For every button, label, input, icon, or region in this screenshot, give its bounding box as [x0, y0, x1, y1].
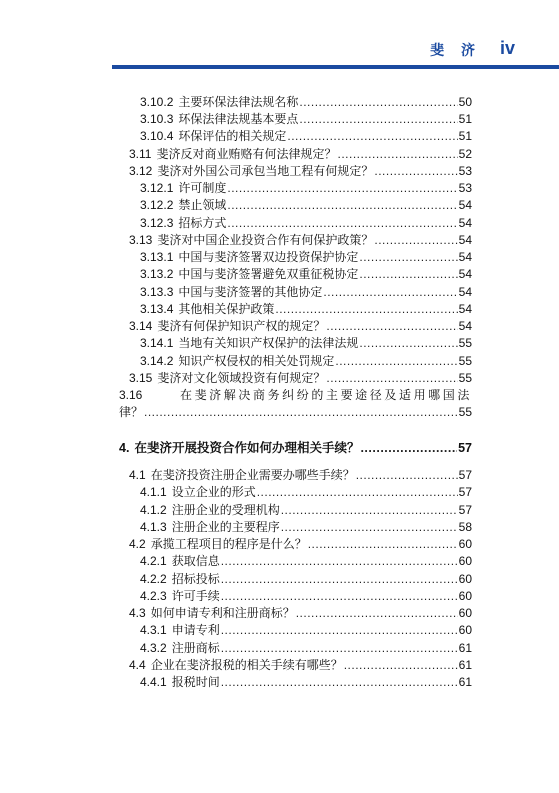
- leader-dots: [326, 370, 457, 387]
- toc-entry-title: 中国与斐济签署双边投资保护协定: [178, 250, 359, 264]
- toc-entry-page: 50: [458, 95, 472, 109]
- toc-entry-number: 4.2.2: [140, 572, 167, 586]
- toc-entry-number: 3.10.4: [140, 129, 174, 143]
- toc-entry-page: 61: [458, 675, 472, 689]
- leader-dots: [326, 318, 457, 335]
- toc-entry[interactable]: [140, 335, 472, 352]
- toc-entry-page: 55: [458, 336, 472, 350]
- toc-entry-number: 4.2.3: [140, 589, 167, 603]
- toc-entry-title: 注册企业的受理机构: [171, 503, 280, 517]
- leader-dots: [323, 284, 457, 301]
- toc-entry-number: 4.4.1: [140, 675, 167, 689]
- toc-entry-title: 报税时间: [171, 675, 220, 689]
- toc-entry[interactable]: [140, 519, 472, 536]
- leader-dots: [227, 180, 457, 197]
- toc-entry-page: 60: [458, 589, 472, 603]
- toc-entry-number: 4.1: [129, 468, 146, 482]
- toc-entry[interactable]: [129, 467, 472, 484]
- leader-dots: [359, 249, 457, 266]
- toc-entry-page: 54: [458, 250, 472, 264]
- leader-dots: [281, 519, 458, 536]
- toc-entry-page: 57: [458, 503, 472, 517]
- toc-entry-page: 54: [458, 198, 472, 212]
- toc-entry-number: 3.13: [129, 233, 153, 247]
- toc-entry[interactable]: [140, 284, 472, 301]
- toc-entry-title: 在斐济解决商务纠纷的主要途径及适用哪国法: [179, 388, 472, 402]
- toc-entry[interactable]: [140, 622, 472, 639]
- toc-entry-page: 60: [458, 572, 472, 586]
- toc-entry-number: 3.12.3: [140, 216, 174, 230]
- toc-entry-number: 4.2.1: [140, 554, 167, 568]
- toc-entry-page: 61: [458, 658, 472, 672]
- toc-entry-page: 54: [458, 285, 472, 299]
- toc-entry-number: 4.1.2: [140, 503, 167, 517]
- toc-entry-number: 4.4: [129, 658, 146, 672]
- leader-dots: [144, 404, 458, 421]
- toc-entry-page: 54: [458, 267, 472, 281]
- toc-entry-page: 58: [458, 520, 472, 534]
- toc-entry[interactable]: [140, 249, 472, 266]
- leader-dots: [344, 657, 458, 674]
- toc-entry[interactable]: [119, 439, 472, 456]
- toc-entry-page: 51: [458, 129, 472, 143]
- toc-entry-title: 当地有关知识产权保护的法律法规: [178, 336, 359, 350]
- toc-entry[interactable]: [140, 197, 472, 214]
- toc-entry[interactable]: [119, 387, 472, 421]
- toc-entry[interactable]: [129, 163, 472, 180]
- leader-dots: [359, 266, 457, 283]
- toc-entry[interactable]: [140, 571, 472, 588]
- leader-dots: [296, 605, 458, 622]
- toc-entry[interactable]: [140, 353, 472, 370]
- leader-dots: [356, 467, 458, 484]
- toc-entry-page: 57: [458, 468, 472, 482]
- leader-dots: [359, 335, 457, 352]
- leader-dots: [299, 111, 457, 128]
- toc-entry-page: 57: [458, 441, 472, 455]
- toc-entry-number: 3.10.3: [140, 112, 174, 126]
- toc-entry-number: 4.3: [129, 606, 146, 620]
- toc-entry-number: 3.14.2: [140, 354, 174, 368]
- toc-entry[interactable]: [129, 657, 472, 674]
- toc-entry[interactable]: [140, 674, 472, 691]
- page-header: [0, 0, 559, 78]
- toc-entry[interactable]: [140, 301, 472, 318]
- toc-entry-number: 3.12.2: [140, 198, 174, 212]
- leader-dots: [221, 674, 458, 691]
- leader-dots: [257, 484, 458, 501]
- toc-entry-number: 3.13.3: [140, 285, 174, 299]
- toc-entry[interactable]: [129, 605, 472, 622]
- toc-entry-number: 3.15: [129, 371, 153, 385]
- toc-entry-title: 主要环保法律法规名称: [178, 95, 299, 109]
- page-number: iv: [499, 38, 515, 58]
- leader-dots: [337, 146, 457, 163]
- toc-entry-title: 斐济对外国公司承包当地工程有何规定？: [157, 164, 374, 178]
- toc-entry[interactable]: [140, 94, 472, 111]
- toc-entry[interactable]: [129, 536, 472, 553]
- toc-entry[interactable]: [129, 146, 472, 163]
- toc-entry[interactable]: [140, 128, 472, 145]
- toc-entry-number: 3.14.1: [140, 336, 174, 350]
- leader-dots: [374, 232, 457, 249]
- toc-entry-page: 54: [458, 216, 472, 230]
- toc-entry-title: 斐济有何保护知识产权的规定？: [157, 319, 326, 333]
- toc-entry[interactable]: [140, 502, 472, 519]
- toc-entry-title: 环保法律法规基本要点: [178, 112, 299, 126]
- toc-entry-number: 3.11: [129, 147, 152, 161]
- toc-entry-number: 4.1.1: [140, 485, 167, 499]
- toc-entry-title: 其他相关保护政策: [178, 302, 275, 316]
- toc-entry-number: 4.: [119, 441, 130, 455]
- toc-entry[interactable]: [140, 553, 472, 570]
- toc-entry[interactable]: [140, 215, 472, 232]
- toc-entry-page: 51: [458, 112, 472, 126]
- toc-entry-page: 53: [458, 181, 472, 195]
- toc-entry-number: 4.3.1: [140, 623, 167, 637]
- leader-dots: [221, 571, 458, 588]
- toc-entry-page: 57: [458, 485, 472, 499]
- toc-entry[interactable]: [140, 484, 472, 501]
- toc-entry-page: 60: [458, 606, 472, 620]
- toc-entry-number: 3.12.1: [140, 181, 174, 195]
- leader-dots: [299, 94, 457, 111]
- toc-entry-number: 3.12: [129, 164, 153, 178]
- toc-entry-title: 斐济对中国企业投资合作有何保护政策？: [157, 233, 374, 247]
- leader-dots: [227, 215, 457, 232]
- toc-entry-page: 52: [458, 147, 472, 161]
- toc-entry-page: 60: [458, 537, 472, 551]
- leader-dots: [221, 553, 458, 570]
- toc-entry-title: 注册商标: [171, 641, 220, 655]
- toc-entry-number: 4.1.3: [140, 520, 167, 534]
- toc-entry-title: 中国与斐济签署避免双重征税协定: [178, 267, 359, 281]
- toc-entry-title: 企业在斐济报税的相关手续有哪些？: [150, 658, 343, 672]
- toc-entry-title: 环保评估的相关规定: [178, 129, 287, 143]
- toc-entry-number: 3.13.1: [140, 250, 174, 264]
- toc-entry-line: [119, 387, 472, 404]
- toc-entry-title-continued: 律？: [119, 405, 144, 419]
- toc-entry-page: 55: [458, 405, 472, 419]
- toc-entry-title: 斐济对文化领域投资有何规定？: [157, 371, 326, 385]
- toc-entry-page: 54: [458, 233, 472, 247]
- toc-entry-number: 3.16: [119, 388, 143, 402]
- toc-entry-title: 知识产权侵权的相关处罚规定: [178, 354, 335, 368]
- toc-entry-title: 注册企业的主要程序: [171, 520, 280, 534]
- toc-entry-title: 中国与斐济签署的其他协定: [178, 285, 323, 299]
- toc-entry-number: 4.2: [129, 537, 146, 551]
- toc-entry-page: 55: [458, 371, 472, 385]
- toc-entry-page: 54: [458, 302, 472, 316]
- leader-dots: [335, 353, 457, 370]
- leader-dots: [287, 128, 457, 145]
- toc-entry-number: 3.13.2: [140, 267, 174, 281]
- leader-dots: [374, 163, 457, 180]
- toc-entry-number: 3.13.4: [140, 302, 174, 316]
- toc-entry-page: 53: [458, 164, 472, 178]
- toc-entry[interactable]: [140, 640, 472, 657]
- toc-entry[interactable]: [129, 370, 472, 387]
- leader-dots: [221, 640, 458, 657]
- toc-entry-title: 许可手续: [171, 589, 220, 603]
- toc-entry[interactable]: [129, 318, 472, 335]
- toc-entry[interactable]: [140, 111, 472, 128]
- toc-entry-number: 4.3.2: [140, 641, 167, 655]
- toc-entry-page: 54: [458, 319, 472, 333]
- toc-entry[interactable]: [129, 232, 472, 249]
- toc-entry-page: 55: [458, 354, 472, 368]
- toc-entry[interactable]: [140, 588, 472, 605]
- toc-entry-line: [119, 404, 472, 421]
- toc-entry-title: 获取信息: [171, 554, 220, 568]
- toc-entry-title: 如何申请专利和注册商标？: [150, 606, 295, 620]
- toc-entry-page: 60: [458, 554, 472, 568]
- leader-dots: [360, 440, 457, 456]
- toc-entry-title: 在斐济投资注册企业需要办哪些手续？: [150, 468, 355, 482]
- leader-dots: [227, 197, 457, 214]
- toc-entry-number: 3.14: [129, 319, 153, 333]
- toc-entry-title: 设立企业的形式: [171, 485, 256, 499]
- leader-dots: [221, 622, 458, 639]
- toc-entry-page: 61: [458, 641, 472, 655]
- toc-entry-title: 禁止领域: [178, 198, 227, 212]
- toc-entry-title: 招标投标: [171, 572, 220, 586]
- toc-entry-title: 在斐济开展投资合作如何办理相关手续？: [134, 440, 360, 455]
- toc-entry[interactable]: [140, 266, 472, 283]
- toc-entry-page: 60: [458, 623, 472, 637]
- header-rule: [112, 65, 559, 69]
- toc-entry-title: 斐济反对商业贿赂有何法律规定？: [156, 147, 337, 161]
- toc-entry-title: 招标方式: [178, 216, 227, 230]
- leader-dots: [308, 536, 458, 553]
- leader-dots: [275, 301, 457, 318]
- toc-entry-title: 承揽工程项目的程序是什么？: [150, 537, 307, 551]
- leader-dots: [221, 588, 458, 605]
- leader-dots: [281, 502, 458, 519]
- toc-entry-title: 申请专利: [171, 623, 220, 637]
- toc-entry[interactable]: [140, 180, 472, 197]
- running-title: 斐 济: [430, 43, 481, 59]
- toc-entry-number: 3.10.2: [140, 95, 174, 109]
- toc-entry-title: 许可制度: [178, 181, 227, 195]
